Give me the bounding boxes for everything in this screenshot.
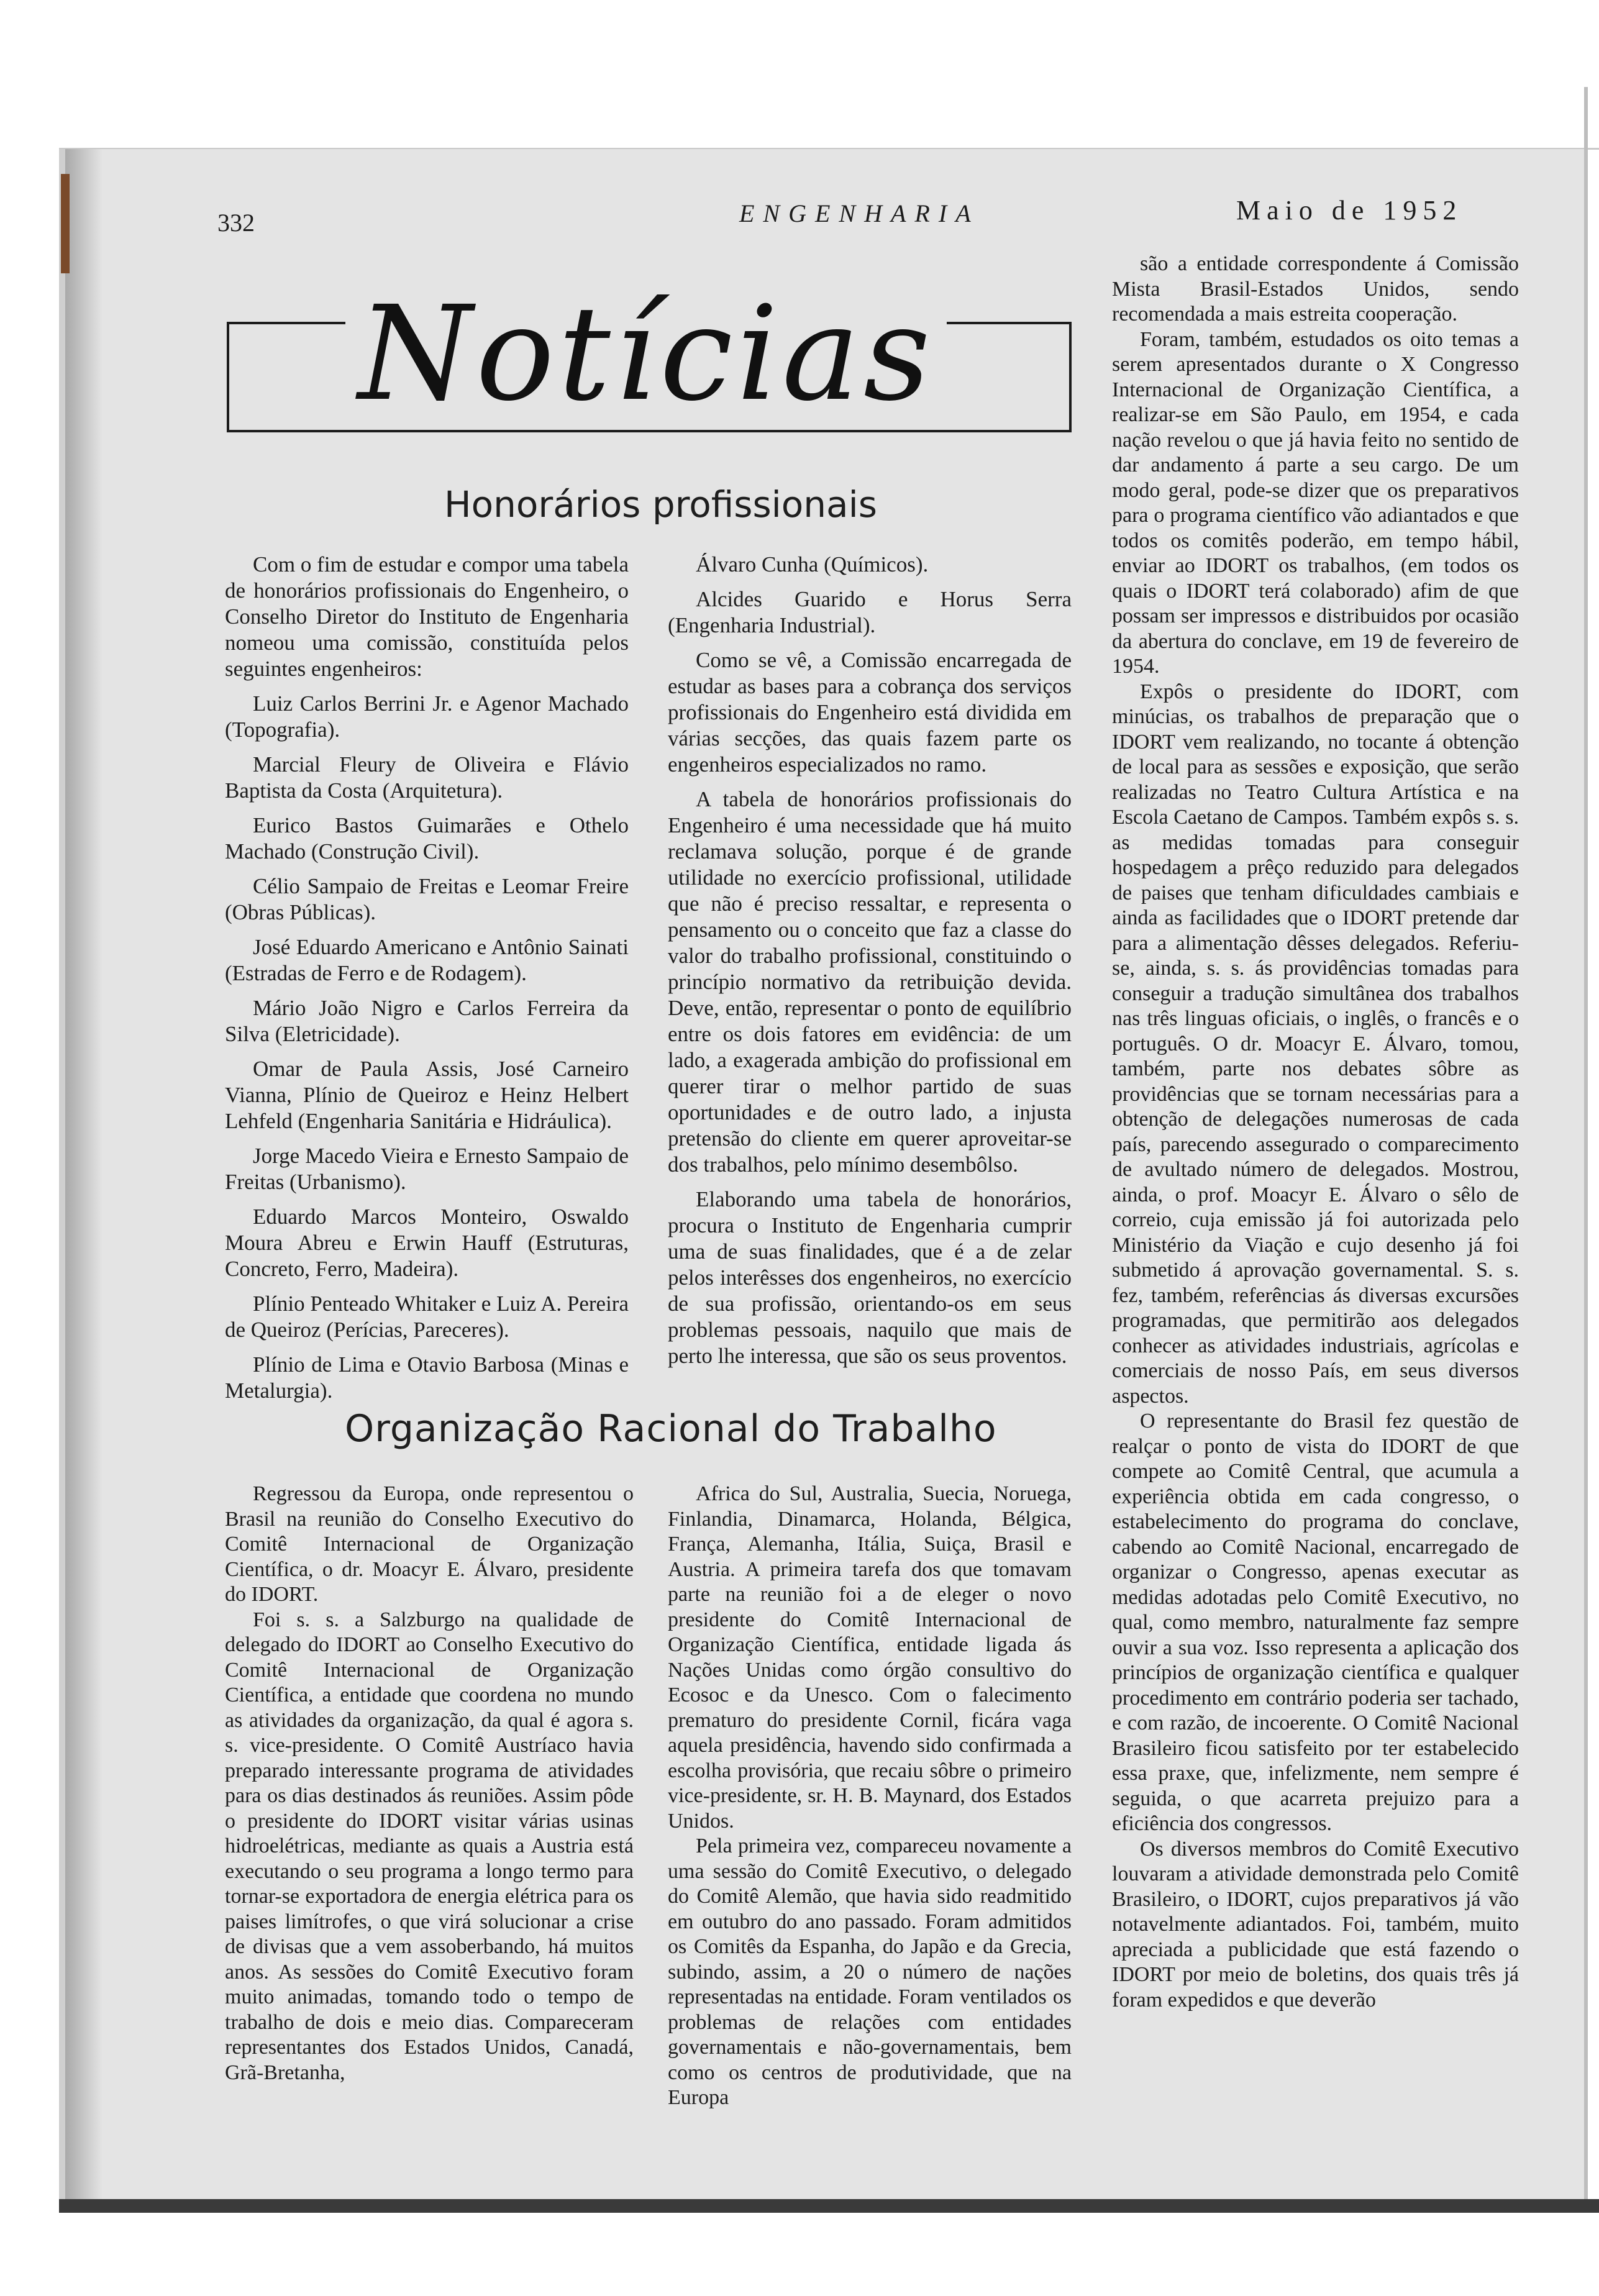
- journal-name: ENGENHARIA: [739, 199, 980, 227]
- committee-entry: Luiz Carlos Berrini Jr. e Agenor Machado (Topografia).: [225, 691, 629, 742]
- committee-entry: Plínio de Lima e Otavio Barbosa (Minas e Metalurgia).: [225, 1352, 629, 1403]
- issue-date: Maio de 1952: [1236, 195, 1463, 226]
- honorarios-column-1: [225, 552, 629, 1413]
- committee-entry: Omar de Paula Assis, José Carneiro Vianna, Plínio de Queiroz e Heinz Helbert Lehfeld (Engenharia Sanitária e Hidráulica).: [225, 1057, 629, 1133]
- scan-edge-bottom: [59, 2199, 1599, 2213]
- binding-tab: [61, 174, 70, 273]
- banner-title: [292, 273, 1000, 435]
- organizacao-column-2: [668, 1482, 1072, 2111]
- committee-entry: Plínio Penteado Whitaker e Luiz A. Pereira de Queiroz (Perícias, Pareceres).: [225, 1292, 629, 1342]
- paragraph: Foram, também, estudados os oito temas a serem apresentados durante o X Congresso Internacional de Organização Científica, a realizar-se em São Paulo, em 1954, e cada nação revelou o que já havia feito no sentido de dar andamento á parte a seu cargo. De um modo geral, pode-se dizer que os preparativos para o programa científico vão adiantados e que todos os comitês poderão, em tempo hábil, enviar ao IDORT os trabalhos, (em todos os quais o IDORT terá colaborado) afim de que possam ser impressos e distribuidos por ocasião da abertura do conclave, em 19 de fevereiro de 1954.: [1112, 327, 1519, 678]
- paragraph: Foi s. s. a Salzburgo na qualidade de delegado do IDORT ao Conselho Executivo do Comitê Internacional de Organização Científica, a entidade que coordena no mundo as atividades da organização, da qual é agora s. s. vice-presidente. O Comitê Austríaco havia preparado interessante programa de atividades para os dias destinados ás reuniões. Assim pôde o presidente do IDORT visitar várias usinas hidroelétricas, mediante as quais a Austria está executando o seu programa a longo termo para tornar-se exportadora de energia elétrica para os paises limítrofes, o que virá solucionar a crise de divisas que a vem assoberbando, há muitos anos. As sessões do Comitê Executivo foram muito animadas, tomando todo o tempo de trabalho de dois e meio dias. Compareceram representantes dos Estados Unidos, Canadá, Grã-Bretanha,: [225, 1608, 634, 2084]
- organizacao-column-3: [1112, 252, 1519, 2013]
- committee-entry: José Eduardo Americano e Antônio Sainati (Estradas de Ferro e de Rodagem).: [225, 935, 629, 985]
- honorarios-column-2: [668, 552, 1072, 1378]
- committee-entry: Jorge Macedo Vieira e Ernesto Sampaio de Freitas (Urbanismo).: [225, 1144, 629, 1194]
- committee-entry: Eduardo Marcos Monteiro, Oswaldo Moura Abreu e Erwin Hauff (Estruturas, Concreto, Ferro, Madeira).: [225, 1205, 629, 1281]
- committee-entry: Eurico Bastos Guimarães e Othelo Machado (Construção Civil).: [225, 813, 629, 863]
- paragraph: O representante do Brasil fez questão de realçar o ponto de vista do IDORT de que compete ao Comitê Central, que acumula a experiência obtida em cada congresso, o estabelecimento do programa do conclave, cabendo ao Comitê Nacional, encarregado de organizar o Congresso, apenas executar as medidas adotadas pelo Comitê Executivo, no qual, como membro, naturalmente faz sempre ouvir a sua voz. Isso representa a aplicação dos princípios de organização científica e qualquer procedimento em contrário poderia ser tachado, e com razão, de incoerente. O Comitê Nacional Brasileiro ficou satisfeito por ter estabelecido essa praxe, que, infelizmente, nem sempre é seguida, o que acarreta prejuizo para a eficiência dos congressos.: [1112, 1410, 1519, 1835]
- scan-edge-left: [59, 149, 65, 2199]
- committee-entry: Álvaro Cunha (Químicos).: [696, 552, 929, 576]
- paragraph: A tabela de honorários profissionais do Engenheiro é uma necessidade que há muito reclamava solução, porque é de grande utilidade no exercício profissional, utilidade que não é preciso ressaltar, e representa o pensamento ou o conceito que faz a classe do valor do trabalho profissional, constituindo o princípio normativo da retribuição devida. Deve, então, representar o ponto de equilíbrio entre os dois fatores em evidência: de um lado, a exagerada ambição do profissional em querer tirar o melhor partido de suas oportunidades e de outro lado, a injusta pretensão do cliente em querer aproveitar-se dos trabalhos, pelo mínimo desembôlso.: [668, 787, 1072, 1177]
- section-heading-organizacao: Organização Racional do Trabalho: [345, 1407, 997, 1451]
- committee-entry: Mário João Nigro e Carlos Ferreira da Silva (Eletricidade).: [225, 996, 629, 1046]
- committee-entry: Célio Sampaio de Freitas e Leomar Freire (Obras Públicas).: [225, 874, 629, 924]
- section-heading-honorarios: Honorários profissionais: [444, 483, 877, 526]
- paragraph: Africa do Sul, Australia, Suecia, Noruega, Finlandia, Dinamarca, Holanda, Bélgica, França, Alemanha, Itália, Suiça, Brasil e Austria. A primeira tarefa dos que tomavam parte na reunião foi a de eleger o novo presidente do Comitê Internacional de Organização Científica, entidade ligada ás Nações Unidas como órgão consultivo do Ecosoc e da Unesco. Com o falecimento prematuro do presidente Cornil, ficára vaga aquela presidência, havendo sido confirmada a escolha provisória, que recaiu sôbre o primeiro vice-presidente, sr. H. B. Maynard, dos Estados Unidos.: [668, 1482, 1072, 1833]
- page-shadow: [65, 149, 102, 2199]
- committee-entry: Alcides Guarido e Horus Serra (Engenharia Industrial).: [668, 587, 1072, 637]
- committee-entry: Marcial Fleury de Oliveira e Flávio Baptista da Costa (Arquitetura).: [225, 752, 629, 803]
- organizacao-column-1: [225, 1482, 634, 2085]
- paragraph: Como se vê, a Comissão encarregada de estudar as bases para a cobrança dos serviços profissionais do Engenheiro está dividida em várias secções, das quais fazem parte os engenheiros especializados no ramo.: [668, 648, 1072, 777]
- paragraph: Expôs o presidente do IDORT, com minúcias, os trabalhos de preparação que o IDORT vem realizando, no tocante á obtenção de local para as sessões e exposição, que serão realizadas no Teatro Cultura Artística e na Escola Caetano de Campos. Também expôs s. s. as medidas tomadas para conseguir hospedagem a prêço reduzido para delegados de paises que tenham dificuldades cambiais e ainda as facilidades que o IDORT pretende dar para a alimentação dêsses delegados. Referiu-se, ainda, s. s. ás providências tomadas para conseguir a tradução simultânea dos trabalhos nas três linguas oficiais, o inglês, o francês e o português. O dr. Moacyr E. Álvaro, tomou, também, parte nos debates sôbre as providências que se tornam necessárias para a obtenção de delegações numerosas de cada país, parecendo assegurado o comparecimento de avultado número de delegados. Mostrou, ainda, o prof. Moacyr E. Álvaro o sêlo de correio, cuja emissão já foi autorizada pelo Ministério da Viação e cujo desenho já foi submetido á aprovação governamental. S. s. fez, também, referências ás diversas excursões programadas, que permitirão aos delegados conhecer as atividades industriais, agrícolas e comerciais de nosso País, em seus diversos aspectos.: [1112, 680, 1519, 1408]
- paragraph: Pela primeira vez, compareceu novamente a uma sessão do Comitê Executivo, o delegado do Comitê Alemão, que havia sido readmitido em outubro do ano passado. Foram admitidos os Comitês da Espanha, do Japão e da Grecia, subindo, assim, a 20 o número de nações representadas na entidade. Foram ventilados os problemas de relações com entidades governamentais e não-governamentais, bem como os centros de produtividade, que na Europa: [668, 1834, 1072, 2109]
- page-number: 332: [217, 209, 255, 237]
- scan-edge-right: [1584, 87, 1588, 2205]
- paragraph: Regressou da Europa, onde representou o Brasil na reunião do Conselho Executivo do Comitê Internacional de Organização Científica, o dr. Moacyr E. Álvaro, presidente do IDORT.: [225, 1482, 634, 1606]
- paragraph: Os diversos membros do Comitê Executivo louvaram a atividade demonstrada pelo Comitê Brasileiro, o IDORT, cujos preparativos já vão notavelmente adiantados. Foi, também, muito apreciada a publicidade que está fazendo o IDORT por meio de boletins, dos quais três já foram expedidos e que deverão: [1112, 1837, 1519, 2011]
- paragraph: Elaborando uma tabela de honorários, procura o Instituto de Engenharia cumprir uma de suas finalidades, que é a de zelar pelos interêsses dos engenheiros, no exercício de sua profissão, orientando-os em seus problemas pessoais, naquilo que mais de perto lhe interessa, que são os seus proventos.: [668, 1187, 1072, 1368]
- paragraph: são a entidade correspondente á Comissão Mista Brasil-Estados Unidos, sendo recomendada a mais estreita cooperação.: [1112, 252, 1519, 326]
- paragraph: Com o fim de estudar e compor uma tabela de honorários profissionais do Engenheiro, o Conselho Diretor do Instituto de Engenharia nomeou uma comissão, constituída pelos seguintes engenheiros:: [225, 552, 629, 681]
- banner-title-text: Notícias: [345, 278, 946, 430]
